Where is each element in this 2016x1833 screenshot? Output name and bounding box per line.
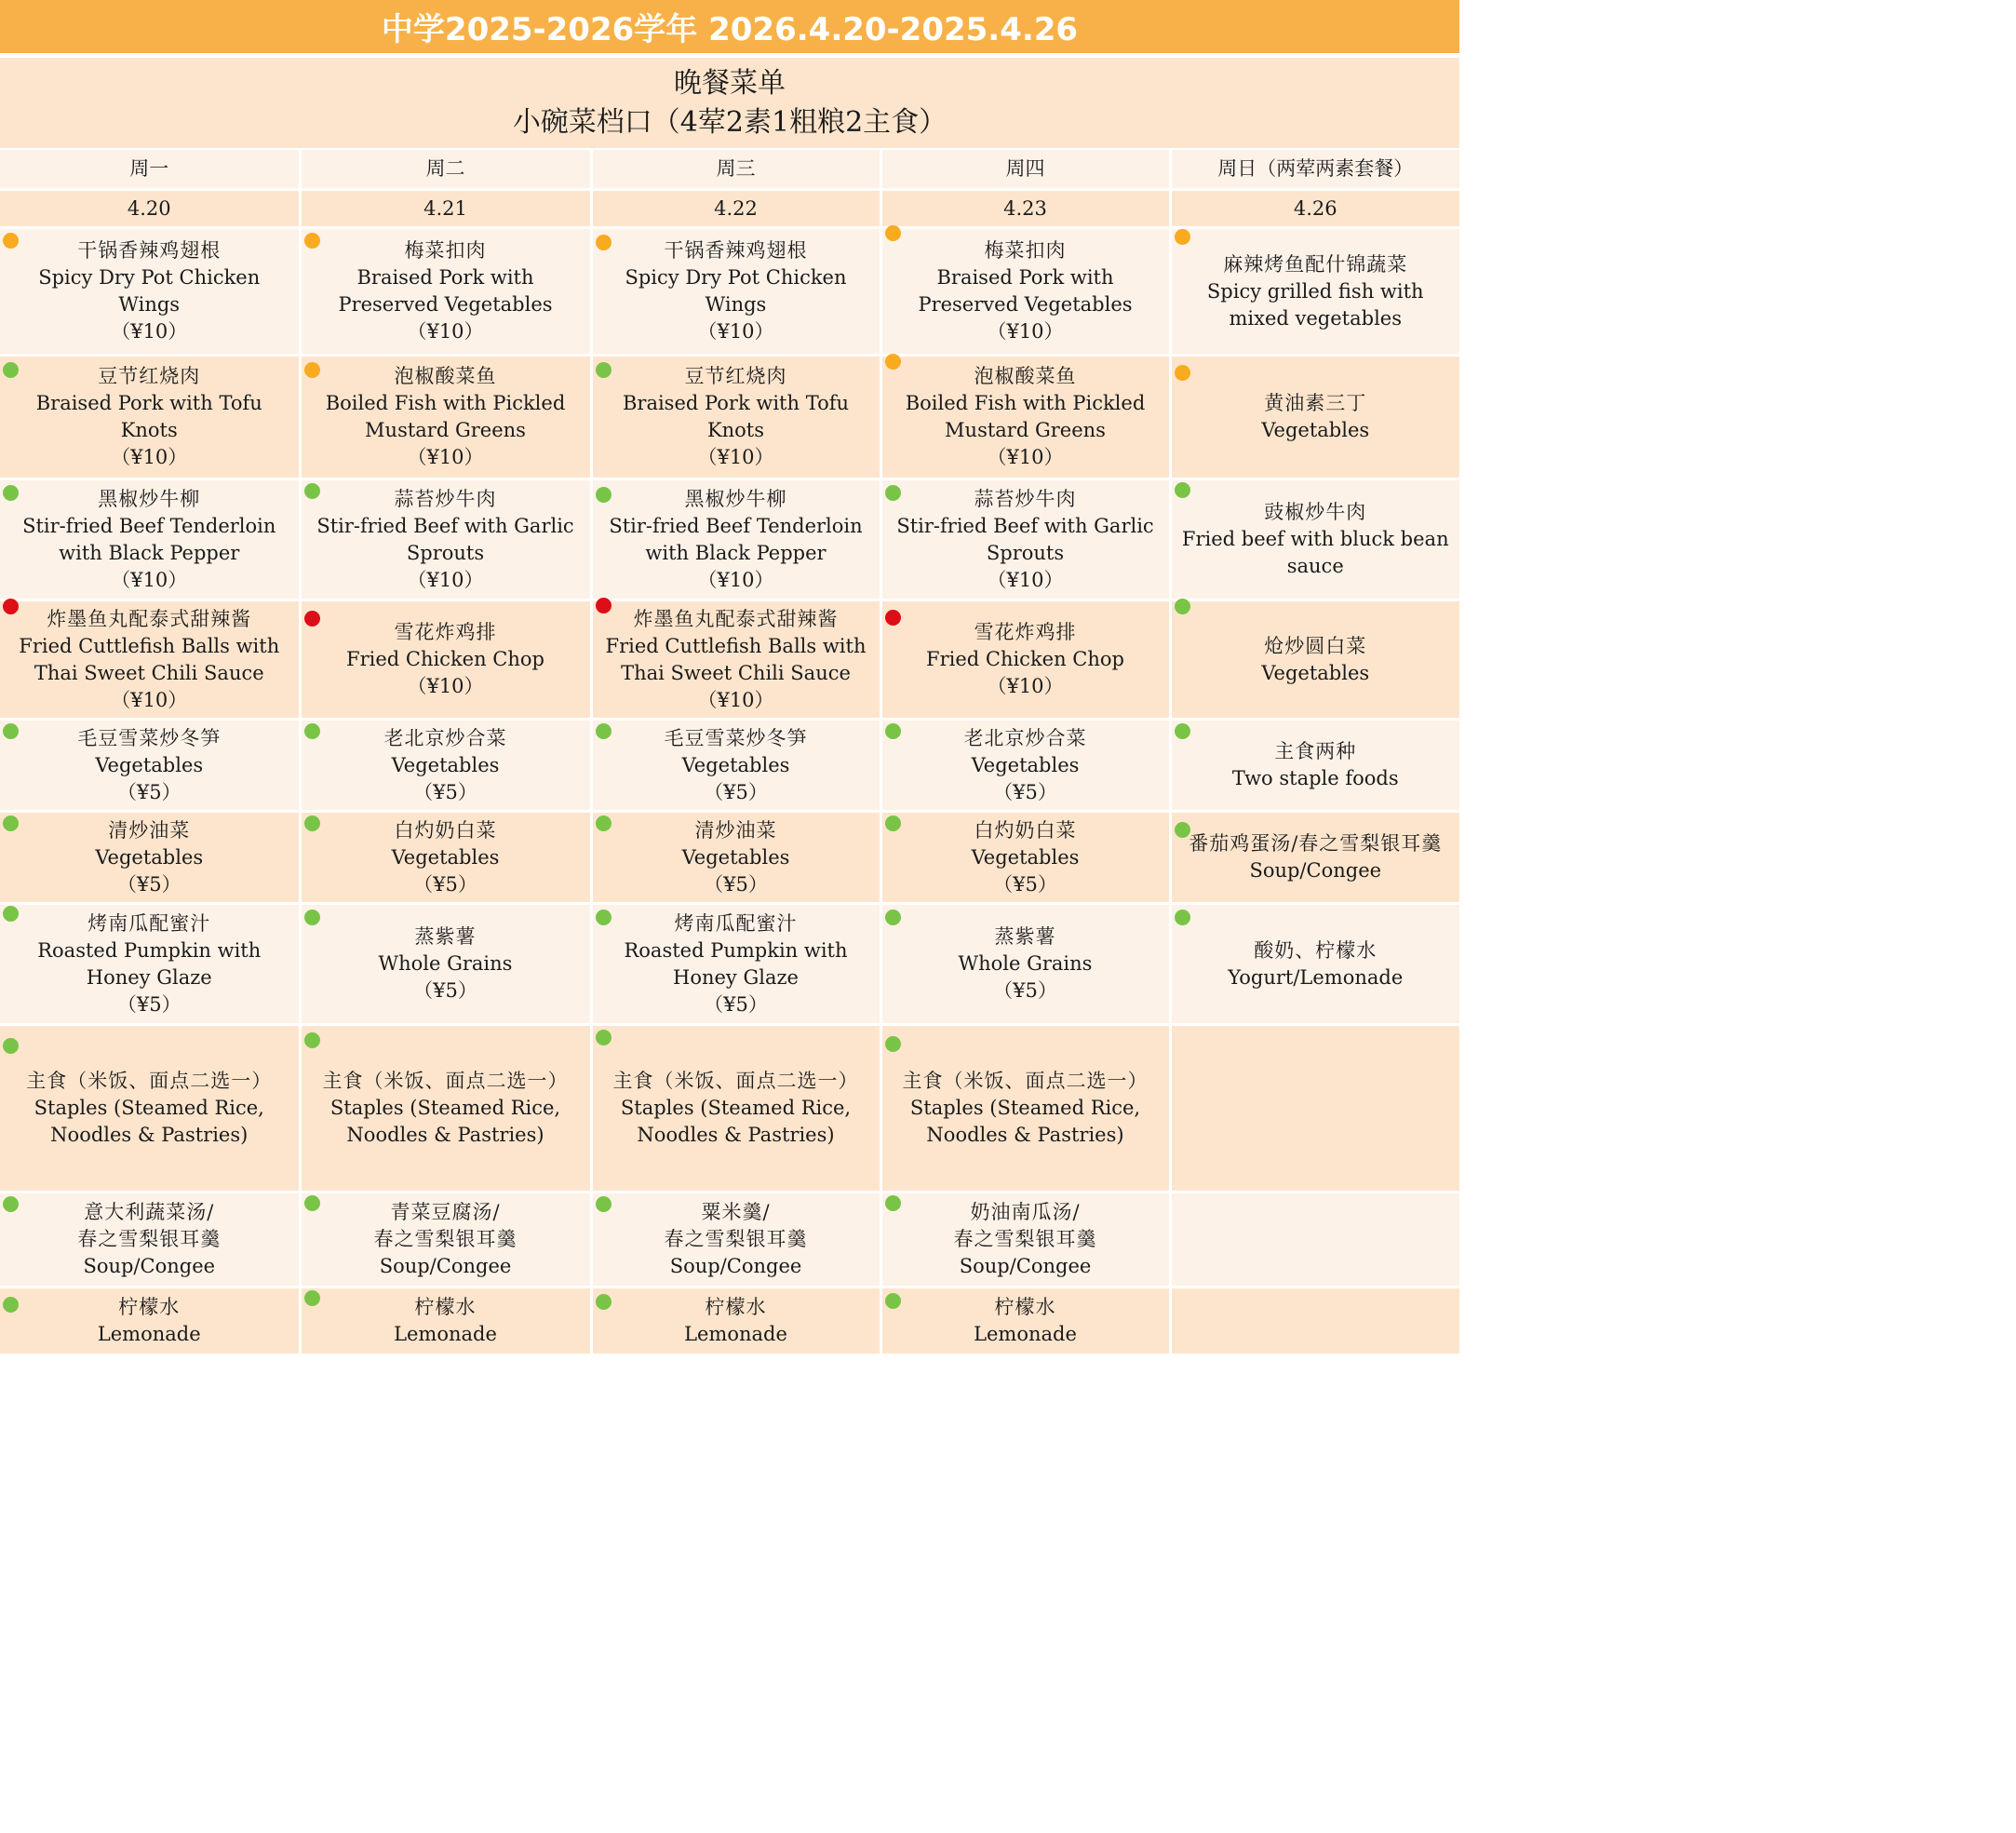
dish-name-zh: 主食（米饭、面点二选一） bbox=[322, 1070, 569, 1092]
dish-name-zh: 蒜苔炒牛肉 bbox=[974, 487, 1077, 510]
dish-price: （¥5） bbox=[116, 872, 181, 896]
green-dot-icon bbox=[596, 1196, 612, 1212]
dish-name-en: Whole Grains bbox=[958, 952, 1093, 975]
dish-name-en: Boiled Fish with Pickled Mustard Greens bbox=[905, 392, 1146, 441]
dish-price: （¥10） bbox=[407, 446, 484, 468]
dish-name-zh-line2: 春之雪梨银耳羹 bbox=[373, 1228, 517, 1250]
menu-cell bbox=[1170, 1193, 1459, 1287]
dish-price: （¥5） bbox=[413, 872, 477, 896]
date-header: 4.23 bbox=[880, 190, 1170, 228]
menu-cell bbox=[300, 600, 591, 720]
dish-name-en: Fried Cuttlefish Balls with Thai Sweet Chili Sauce bbox=[19, 634, 280, 684]
date-header: 4.20 bbox=[0, 190, 300, 228]
dish-name-en: Roasted Pumpkin with Honey Glaze bbox=[37, 938, 262, 989]
menu-cell bbox=[0, 356, 300, 479]
dish-name-en: Braised Pork with Preserved Vegetables bbox=[918, 266, 1133, 316]
dish-name-en: Two staple foods bbox=[1231, 767, 1399, 789]
green-dot-icon bbox=[1175, 723, 1190, 739]
dish-name-zh: 主食（米饭、面点二选一） bbox=[26, 1070, 273, 1092]
dish-name-en: Boiled Fish with Pickled Mustard Greens bbox=[325, 392, 566, 441]
green-dot-icon bbox=[3, 485, 19, 501]
dish-name-en: Lemonade bbox=[684, 1323, 787, 1345]
green-dot-icon bbox=[596, 1294, 612, 1310]
menu-cell bbox=[1170, 720, 1459, 812]
dish-name-en: Vegetables bbox=[391, 753, 500, 776]
dish-name-zh-line2: 春之雪梨银耳羹 bbox=[953, 1228, 1097, 1250]
dish-price: （¥10） bbox=[111, 688, 188, 711]
dish-name-zh: 柠檬水 bbox=[705, 1296, 767, 1318]
dish-price: （¥5） bbox=[116, 992, 181, 1016]
dish-price: （¥5） bbox=[704, 780, 768, 803]
dish-price: （¥10） bbox=[111, 320, 188, 343]
menu-table bbox=[0, 150, 1459, 1356]
dish-name-zh: 泡椒酸菜鱼 bbox=[974, 365, 1077, 387]
menu-cell bbox=[591, 228, 880, 356]
dish-name-zh: 炸墨鱼丸配泰式甜辣酱 bbox=[633, 607, 839, 630]
green-dot-icon bbox=[3, 362, 19, 378]
dish-name-zh: 青菜豆腐汤/ bbox=[390, 1201, 501, 1223]
dish-name-en: Staples (Steamed Rice, Noodles & Pastries) bbox=[34, 1097, 264, 1146]
orange-dot-icon bbox=[885, 354, 901, 370]
dish-name-en: Vegetables bbox=[681, 845, 790, 869]
red-dot-icon bbox=[596, 598, 612, 613]
green-dot-icon bbox=[304, 723, 320, 739]
green-dot-icon bbox=[3, 723, 19, 739]
dish-name-zh: 干锅香辣鸡翅根 bbox=[664, 239, 808, 262]
dish-name-zh: 粟米羹/ bbox=[701, 1201, 771, 1223]
dish-price: （¥5） bbox=[116, 780, 181, 803]
green-dot-icon bbox=[3, 1196, 19, 1212]
green-dot-icon bbox=[596, 362, 612, 378]
dish-name-en: Soup/Congee bbox=[959, 1255, 1092, 1277]
green-dot-icon bbox=[3, 1038, 19, 1054]
dish-name-en: Lemonade bbox=[974, 1323, 1077, 1345]
menu-cell bbox=[591, 356, 880, 479]
dish-name-zh: 豆节红烧肉 bbox=[684, 365, 787, 387]
dish-name-en: Vegetables bbox=[95, 753, 204, 776]
dish-name-en: Vegetables bbox=[95, 845, 204, 869]
menu-cell bbox=[1170, 356, 1459, 479]
menu-cell bbox=[880, 1025, 1170, 1193]
menu-cell bbox=[1170, 228, 1459, 356]
menu-cell bbox=[0, 1193, 300, 1287]
dish-name-en: Stir-fried Beef Tenderloin with Black Pepper bbox=[22, 514, 276, 564]
menu-cell bbox=[591, 1025, 880, 1193]
orange-dot-icon bbox=[304, 233, 320, 249]
dish-name-zh: 柠檬水 bbox=[414, 1296, 477, 1318]
green-dot-icon bbox=[3, 815, 19, 831]
menu-cell bbox=[591, 720, 880, 812]
orange-dot-icon bbox=[885, 225, 901, 241]
green-dot-icon bbox=[885, 910, 901, 925]
dish-name-zh: 意大利蔬菜汤/ bbox=[84, 1201, 215, 1223]
dish-name-en: Lemonade bbox=[97, 1323, 201, 1345]
weekday-header: 周日（两荤两素套餐） bbox=[1170, 150, 1459, 190]
menu-cell bbox=[880, 1287, 1170, 1355]
dish-name-zh: 烤南瓜配蜜汁 bbox=[87, 911, 211, 935]
menu-cell bbox=[0, 904, 300, 1025]
date-header: 4.21 bbox=[300, 190, 591, 228]
dish-name-en: Vegetables bbox=[391, 845, 500, 869]
dish-name-en: Braised Pork with Tofu Knots bbox=[622, 392, 850, 441]
schedule-banner: 中学2025-2026学年 2026.4.20-2025.4.26 bbox=[0, 0, 1459, 53]
dish-name-en: Vegetables bbox=[971, 845, 1080, 869]
dish-name-zh: 酸奶、柠檬水 bbox=[1254, 938, 1378, 962]
dish-name-en: Spicy grilled fish with mixed vegetables bbox=[1206, 279, 1424, 330]
green-dot-icon bbox=[885, 723, 901, 739]
green-dot-icon bbox=[885, 1293, 901, 1309]
menu-cell bbox=[880, 904, 1170, 1025]
red-dot-icon bbox=[3, 599, 19, 614]
dish-name-en: Soup/Congee bbox=[1249, 859, 1382, 882]
menu-cell bbox=[880, 356, 1170, 479]
dish-name-en: Vegetables bbox=[1261, 661, 1370, 684]
dish-name-zh: 黑椒炒牛柳 bbox=[684, 487, 787, 510]
weekday-header: 周二 bbox=[300, 150, 591, 190]
green-dot-icon bbox=[304, 483, 320, 499]
menu-row bbox=[0, 812, 1459, 904]
menu-row bbox=[0, 1025, 1459, 1193]
dish-name-zh: 麻辣烤鱼配什锦蔬菜 bbox=[1223, 252, 1408, 276]
weekday-header: 周一 bbox=[0, 150, 300, 190]
green-dot-icon bbox=[304, 1195, 320, 1211]
menu-cell bbox=[0, 228, 300, 356]
dish-name-en: Roasted Pumpkin with Honey Glaze bbox=[624, 938, 848, 989]
dish-name-en: Vegetables bbox=[681, 753, 790, 776]
dish-name-zh: 豆节红烧肉 bbox=[98, 365, 201, 387]
green-dot-icon bbox=[596, 910, 612, 925]
dish-price: （¥5） bbox=[993, 780, 1057, 803]
dish-price: （¥10） bbox=[407, 568, 484, 591]
menu-cell bbox=[591, 812, 880, 904]
menu-cell bbox=[300, 1025, 591, 1193]
dish-price: （¥10） bbox=[111, 568, 188, 591]
date-header-row bbox=[0, 190, 1459, 228]
dish-name-zh: 清炒油菜 bbox=[108, 818, 191, 842]
dish-name-en: Braised Pork with Tofu Knots bbox=[35, 392, 262, 441]
dish-name-en: Vegetables bbox=[1261, 419, 1370, 441]
menu-cell bbox=[591, 479, 880, 600]
menu-cell bbox=[0, 720, 300, 812]
dish-name-en: Yogurt/Lemonade bbox=[1228, 965, 1404, 989]
menu-cell bbox=[591, 600, 880, 720]
dish-name-zh: 雪花炸鸡排 bbox=[394, 621, 497, 643]
menu-cell bbox=[1170, 812, 1459, 904]
weekday-header-row bbox=[0, 150, 1459, 190]
menu-cell bbox=[300, 1287, 591, 1355]
menu-cell bbox=[300, 479, 591, 600]
dish-name-zh: 梅菜扣肉 bbox=[984, 239, 1067, 262]
dish-price: （¥10） bbox=[407, 675, 484, 697]
dish-name-zh: 泡椒酸菜鱼 bbox=[394, 365, 497, 387]
dish-price: （¥10） bbox=[697, 446, 774, 468]
dish-name-zh: 毛豆雪菜炒冬笋 bbox=[77, 726, 222, 749]
menu-row bbox=[0, 904, 1459, 1025]
menu-title-box bbox=[0, 58, 1459, 148]
menu-cell bbox=[1170, 904, 1459, 1025]
dish-name-en: Soup/Congee bbox=[379, 1255, 512, 1277]
green-dot-icon bbox=[885, 485, 901, 501]
green-dot-icon bbox=[304, 1032, 320, 1048]
dish-name-en: Stir-fried Beef with Garlic Sprouts bbox=[316, 514, 574, 564]
dish-name-zh: 梅菜扣肉 bbox=[404, 239, 487, 262]
green-dot-icon bbox=[596, 723, 612, 739]
dish-name-zh: 白灼奶白菜 bbox=[394, 818, 497, 842]
dish-name-en: Fried Chicken Chop bbox=[926, 648, 1124, 670]
dish-name-en: Braised Pork with Preserved Vegetables bbox=[338, 266, 553, 316]
menu-cell bbox=[880, 720, 1170, 812]
weekday-header: 周四 bbox=[880, 150, 1170, 190]
menu-cell bbox=[0, 1025, 300, 1193]
menu-cell bbox=[300, 720, 591, 812]
green-dot-icon bbox=[1175, 822, 1190, 838]
green-dot-icon bbox=[304, 1290, 320, 1306]
menu-row bbox=[0, 720, 1459, 812]
dish-price: （¥5） bbox=[704, 992, 768, 1016]
green-dot-icon bbox=[885, 1036, 901, 1052]
dish-name-en: Stir-fried Beef with Garlic Sprouts bbox=[896, 514, 1154, 564]
dish-name-zh: 白灼奶白菜 bbox=[974, 818, 1077, 842]
dish-name-zh: 清炒油菜 bbox=[694, 818, 777, 842]
dish-name-en: Fried Chicken Chop bbox=[346, 648, 544, 670]
dish-name-zh: 炸墨鱼丸配泰式甜辣酱 bbox=[47, 607, 252, 630]
dish-name-en: Stir-fried Beef Tenderloin with Black Pepper bbox=[609, 514, 863, 564]
menu-cell bbox=[591, 904, 880, 1025]
dish-price: （¥10） bbox=[697, 568, 774, 591]
menu-cell bbox=[591, 1287, 880, 1355]
dish-name-zh: 番茄鸡蛋汤/春之雪梨银耳羹 bbox=[1189, 832, 1443, 855]
menu-cell bbox=[591, 1193, 880, 1287]
green-dot-icon bbox=[3, 906, 19, 922]
dish-price: （¥5） bbox=[413, 979, 477, 1002]
menu-title: 晚餐菜单 bbox=[674, 66, 786, 100]
dish-name-zh: 柠檬水 bbox=[994, 1296, 1056, 1318]
green-dot-icon bbox=[885, 815, 901, 831]
menu-cell bbox=[1170, 479, 1459, 600]
menu-row bbox=[0, 1287, 1459, 1355]
dish-name-zh: 毛豆雪菜炒冬笋 bbox=[664, 726, 808, 749]
menu-cell bbox=[880, 600, 1170, 720]
dish-name-zh: 豉椒炒牛肉 bbox=[1264, 501, 1367, 523]
dish-name-zh: 雪花炸鸡排 bbox=[974, 621, 1077, 643]
dish-price: （¥10） bbox=[697, 688, 774, 711]
dish-price: （¥10） bbox=[987, 568, 1064, 591]
menu-cell bbox=[880, 1193, 1170, 1287]
dish-price: （¥10） bbox=[697, 320, 774, 343]
date-header: 4.22 bbox=[591, 190, 880, 228]
menu-cell bbox=[0, 1287, 300, 1355]
menu-cell bbox=[300, 228, 591, 356]
weekday-header: 周三 bbox=[591, 150, 880, 190]
menu-cell bbox=[300, 904, 591, 1025]
dish-name-en: Fried beef with bluck bean sauce bbox=[1181, 528, 1449, 577]
dish-name-en: Staples (Steamed Rice, Noodles & Pastries) bbox=[620, 1097, 852, 1146]
dish-name-zh: 炝炒圆白菜 bbox=[1264, 634, 1367, 657]
red-dot-icon bbox=[304, 611, 320, 627]
dish-price: （¥5） bbox=[993, 872, 1057, 896]
dish-name-en: Vegetables bbox=[971, 753, 1080, 776]
orange-dot-icon bbox=[1175, 365, 1190, 381]
dish-name-zh: 奶油南瓜汤/ bbox=[970, 1201, 1081, 1223]
green-dot-icon bbox=[596, 487, 612, 503]
dish-price: （¥5） bbox=[704, 872, 768, 896]
menu-row bbox=[0, 479, 1459, 600]
dish-price: （¥10） bbox=[407, 320, 484, 343]
orange-dot-icon bbox=[1175, 229, 1190, 245]
menu-cell bbox=[300, 812, 591, 904]
dish-name-zh: 主食（米饭、面点二选一） bbox=[902, 1070, 1149, 1092]
green-dot-icon bbox=[1175, 599, 1190, 614]
green-dot-icon bbox=[1175, 910, 1190, 925]
menu-cell bbox=[1170, 600, 1459, 720]
dish-name-en: Fried Cuttlefish Balls with Thai Sweet Chili Sauce bbox=[605, 634, 867, 684]
orange-dot-icon bbox=[3, 233, 19, 249]
dish-price: （¥5） bbox=[413, 780, 477, 803]
dish-name-zh-line2: 春之雪梨银耳羹 bbox=[664, 1228, 808, 1250]
menu-row bbox=[0, 600, 1459, 720]
dish-price: （¥10） bbox=[987, 675, 1064, 697]
dish-name-zh: 主食（米饭、面点二选一） bbox=[612, 1070, 859, 1092]
menu-subtitle: 小碗菜档口（4荤2素1粗粮2主食） bbox=[512, 105, 948, 139]
dish-name-en: Soup/Congee bbox=[83, 1255, 216, 1277]
menu-cell bbox=[880, 479, 1170, 600]
date-header: 4.26 bbox=[1170, 190, 1459, 228]
green-dot-icon bbox=[596, 815, 612, 831]
orange-dot-icon bbox=[304, 362, 320, 378]
dish-name-zh: 蒸紫薯 bbox=[994, 925, 1056, 948]
dish-name-en: Lemonade bbox=[394, 1323, 497, 1345]
dish-price: （¥5） bbox=[993, 979, 1057, 1002]
dish-name-zh: 老北京炒合菜 bbox=[963, 726, 1087, 749]
menu-cell bbox=[1170, 1025, 1459, 1193]
dish-name-en: Whole Grains bbox=[378, 952, 513, 975]
green-dot-icon bbox=[885, 1195, 901, 1211]
green-dot-icon bbox=[596, 1030, 612, 1045]
dish-name-zh-line2: 春之雪梨银耳羹 bbox=[77, 1228, 222, 1250]
menu-row bbox=[0, 1193, 1459, 1287]
menu-cell bbox=[0, 479, 300, 600]
dish-name-zh: 蒜苔炒牛肉 bbox=[394, 487, 497, 510]
dish-name-en: Spicy Dry Pot Chicken Wings bbox=[38, 266, 261, 316]
dish-name-zh: 黑椒炒牛柳 bbox=[98, 487, 201, 510]
menu-cell bbox=[300, 1193, 591, 1287]
dish-name-zh: 老北京炒合菜 bbox=[383, 726, 507, 749]
dish-name-zh: 蒸紫薯 bbox=[414, 925, 477, 948]
dish-name-en: Staples (Steamed Rice, Noodles & Pastries) bbox=[329, 1097, 561, 1146]
dish-name-zh: 干锅香辣鸡翅根 bbox=[77, 239, 222, 262]
menu-cell bbox=[0, 600, 300, 720]
dish-name-en: Soup/Congee bbox=[669, 1255, 802, 1277]
menu-cell bbox=[300, 356, 591, 479]
menu-cell bbox=[1170, 1287, 1459, 1355]
green-dot-icon bbox=[304, 815, 320, 831]
menu-row bbox=[0, 356, 1459, 479]
dish-name-en: Spicy Dry Pot Chicken Wings bbox=[625, 266, 847, 316]
orange-dot-icon bbox=[596, 235, 612, 250]
green-dot-icon bbox=[3, 1297, 19, 1313]
dish-price: （¥10） bbox=[111, 446, 188, 468]
dish-price: （¥10） bbox=[987, 320, 1064, 343]
dish-name-zh: 烤南瓜配蜜汁 bbox=[674, 911, 798, 935]
menu-cell bbox=[880, 812, 1170, 904]
dish-name-zh: 黄油素三丁 bbox=[1264, 392, 1367, 414]
green-dot-icon bbox=[304, 910, 320, 925]
menu-cell bbox=[880, 228, 1170, 356]
dish-price: （¥10） bbox=[987, 446, 1064, 468]
dish-name-zh: 主食两种 bbox=[1274, 740, 1357, 762]
menu-row bbox=[0, 228, 1459, 356]
dish-name-en: Staples (Steamed Rice, Noodles & Pastries) bbox=[909, 1097, 1141, 1146]
green-dot-icon bbox=[1175, 482, 1190, 498]
red-dot-icon bbox=[885, 610, 901, 626]
menu-cell bbox=[0, 812, 300, 904]
dish-name-zh: 柠檬水 bbox=[118, 1296, 181, 1318]
